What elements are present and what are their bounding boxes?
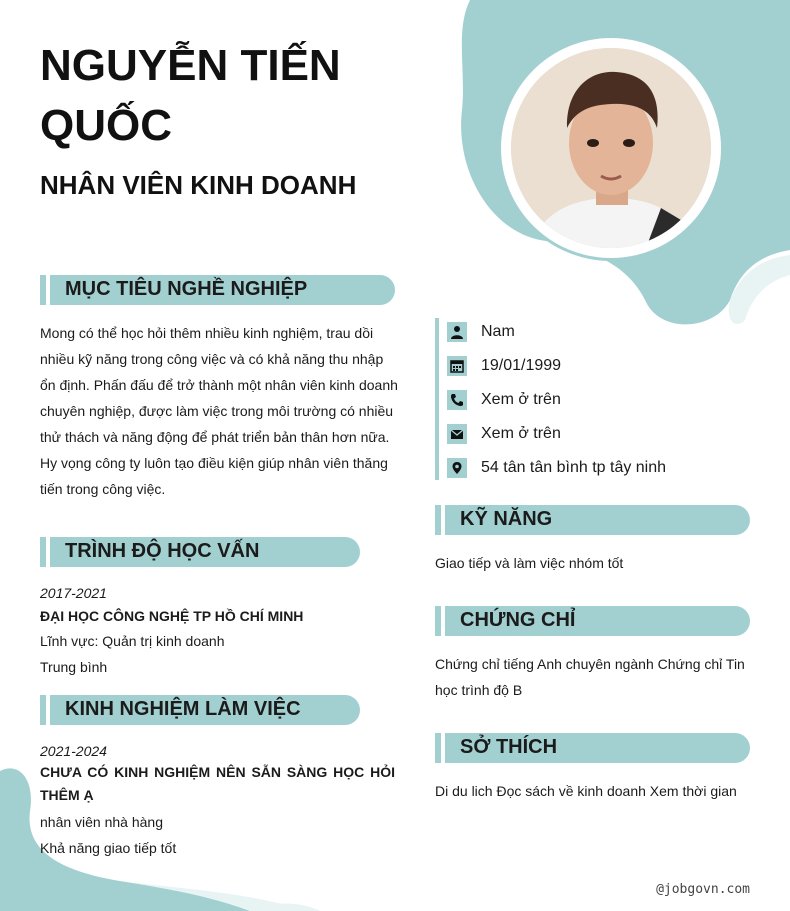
profile-photo: [511, 48, 711, 248]
contact-phone-value: Xem ở trên: [481, 391, 561, 408]
certificates-section-header: [435, 606, 750, 636]
certificates-title: CHỨNG CHỈ: [460, 609, 576, 631]
hobbies-text: Di du lich Đọc sách về kinh doanh Xem thời gian: [435, 783, 737, 799]
education-grade: Trung bình: [40, 659, 108, 675]
job-title: NHÂN VIÊN KINH DOANH: [40, 170, 357, 200]
skills-section-header: [435, 505, 750, 535]
contact-email: [447, 421, 561, 447]
contact-address-value: 54 tân tân bình tp tây ninh: [481, 459, 667, 476]
objective-title: MỤC TIÊU NGHỀ NGHIỆP: [65, 278, 308, 300]
contact-birthday-value: 19/01/1999: [481, 357, 562, 374]
experience-title: KINH NGHIỆM LÀM VIỆC: [65, 698, 301, 720]
hobbies-title: SỞ THÍCH: [460, 736, 558, 758]
experience-section-header: [40, 695, 360, 725]
skills-text: Giao tiếp và làm việc nhóm tốt: [435, 555, 624, 571]
contact-gender: [447, 319, 515, 345]
education-field: Lĩnh vực: Quản trị kinh doanh: [40, 633, 225, 649]
education-title: TRÌNH ĐỘ HỌC VẤN: [65, 540, 260, 562]
experience-company: CHƯA CÓ KINH NGHIỆM NÊN SẴN SÀNG HỌC HỎI THÊM Ạ: [40, 764, 395, 803]
education-period: 2017-2021: [40, 585, 107, 601]
experience-period: 2021-2024: [40, 743, 107, 759]
footer-watermark: @jobgovn.com: [656, 882, 750, 897]
contact-phone: [447, 387, 561, 413]
experience-description: Khả năng giao tiếp tốt: [40, 840, 177, 856]
certificates-text: Chứng chỉ tiếng Anh chuyên ngành Chứng chỉ Tin học trình độ B: [435, 656, 745, 698]
phone-icon: [447, 390, 467, 410]
calendar-icon: [447, 356, 467, 376]
location-icon: [447, 458, 467, 478]
contact-birthday: [447, 353, 561, 379]
portrait-illustration: [511, 48, 711, 248]
experience-role: nhân viên nhà hàng: [40, 814, 163, 830]
education-school: ĐẠI HỌC CÔNG NGHỆ TP HỒ CHÍ MINH: [40, 608, 304, 624]
skills-title: KỸ NĂNG: [460, 508, 553, 530]
hobbies-section-header: [435, 733, 750, 763]
contact-address: [447, 455, 666, 481]
education-section-header: [40, 537, 360, 567]
objective-section-header: [40, 275, 395, 305]
contact-gender-value: Nam: [481, 323, 515, 340]
contact-email-value: Xem ở trên: [481, 425, 561, 442]
profile-photo-frame: [501, 38, 721, 258]
contact-info-list: [435, 318, 759, 480]
mail-icon: [447, 424, 467, 444]
objective-text: Mong có thể học hỏi thêm nhiều kinh nghiệm, trau dồi nhiều kỹ năng trong công việc và có khả năng thu nhập ổn định. Phấn đấu để trở thành một nhân viên kinh doanh chuyên nghiệp, được làm việc trong môi trường có nhiều thử thách và năng động để phát triển bản thân hơn nữa. Hy vọng công ty luôn tạo điều kiện giúp nhân viên thăng tiến trong công việc.: [40, 325, 398, 497]
candidate-name: NGUYỄN TIẾN QUỐC: [40, 41, 341, 150]
person-icon: [447, 322, 467, 342]
